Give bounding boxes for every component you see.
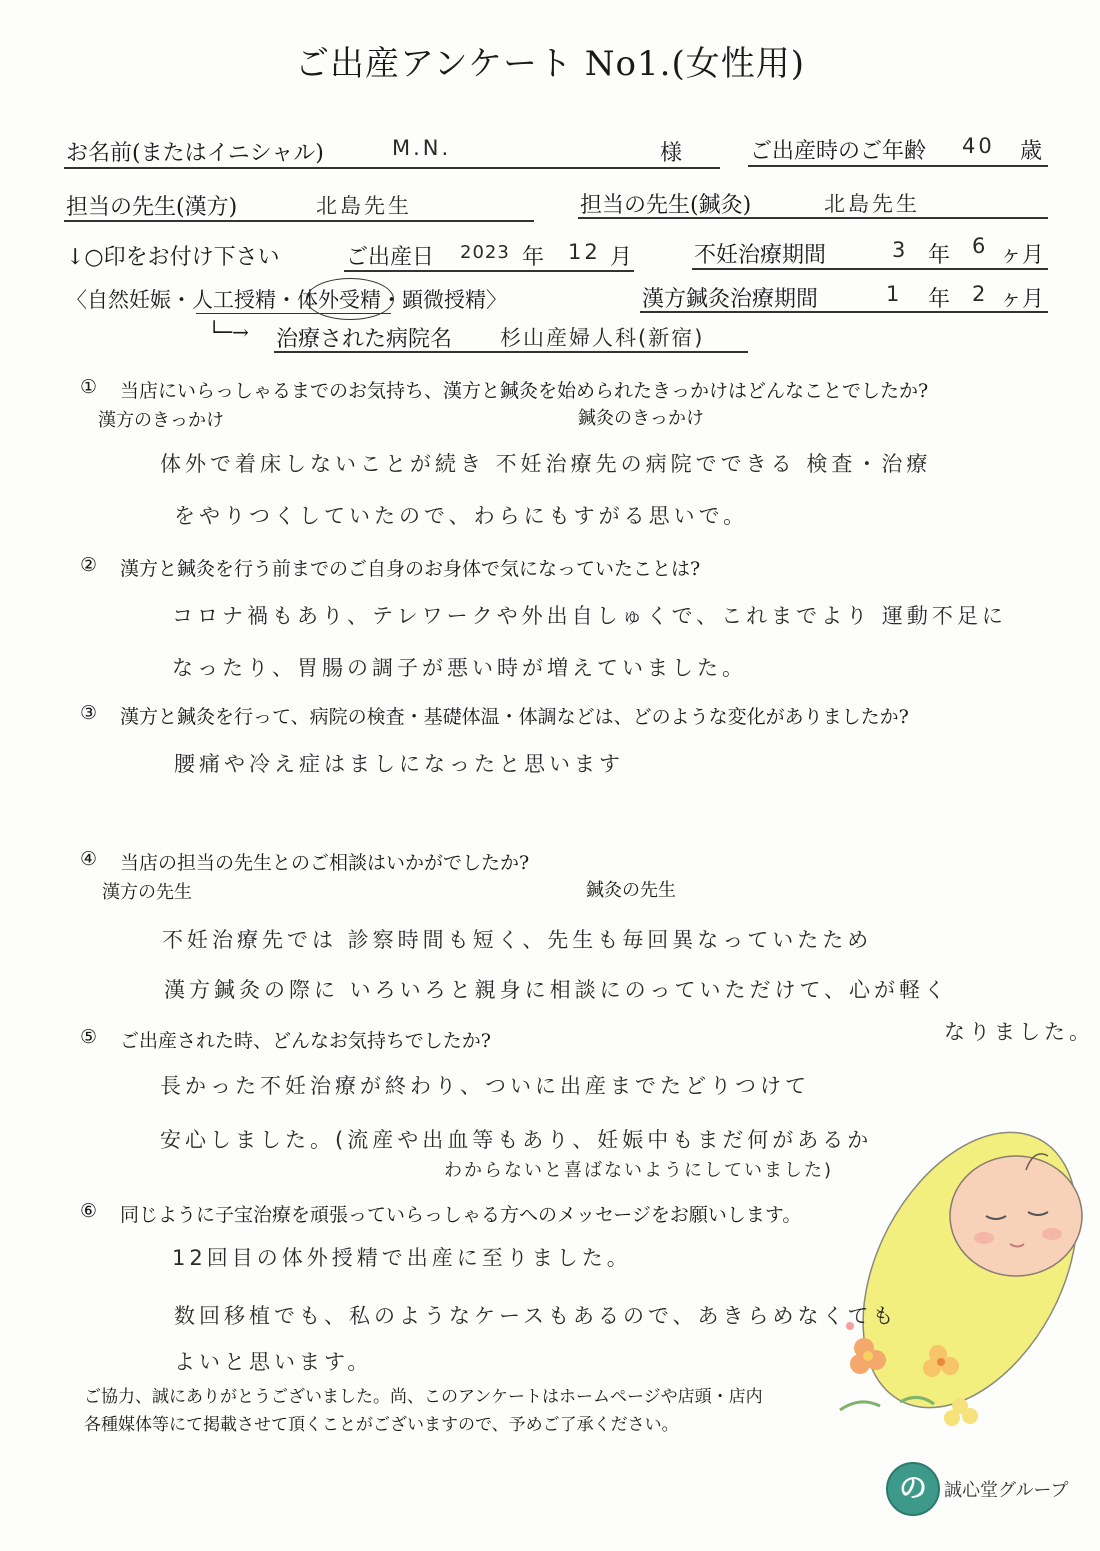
birth-month-unit: 月 xyxy=(610,245,633,270)
question-3-text: 漢方と鍼灸を行って、病院の検査・基礎体温・体調などは、どのような変化がありましたか? xyxy=(120,706,909,728)
question-4-answer-line-1: 不妊治療先では 診察時間も短く、先生も毎回異なっていたため xyxy=(162,928,873,952)
question-3-number: ③ xyxy=(80,702,98,724)
fertility-period-label: 不妊治療期間 xyxy=(694,243,827,268)
page-title: ご出産アンケート No1.(女性用) xyxy=(295,44,805,84)
treatment-months-unit: ヶ月 xyxy=(1000,287,1045,312)
question-1-answer-line-2: をやりつくしていたので、わらにもすがる思いで。 xyxy=(174,504,749,528)
baby-cheek-right xyxy=(1042,1228,1062,1240)
mark-instruction: ↓○印をお付け下さい xyxy=(66,245,280,270)
question-4-text: 当店の担当の先生とのご相談はいかがでしたか? xyxy=(120,852,530,874)
question-6-text: 同じように子宝治療を頑張っていらっしゃる方へのメッセージをお願いします。 xyxy=(120,1204,802,1226)
pregnancy-type-options: 〈自然妊娠・人工授精・体外受精・顕微授精〉 xyxy=(66,288,507,312)
honorific-label: 様 xyxy=(660,141,683,166)
treatment-years: 1 xyxy=(886,282,903,306)
shinkyu-teacher-label: 担当の先生(鍼灸) xyxy=(580,193,752,218)
question-3-answer-line-1: 腰痛や冷え症はましになったと思います xyxy=(174,752,624,776)
baby-cheek-left xyxy=(974,1232,994,1244)
name-label: お名前(またはイニシャル) xyxy=(66,141,324,166)
question-5-answer-line-3: わからないと喜ばないようにしていました) xyxy=(444,1160,834,1181)
birth-date-underline xyxy=(344,270,634,272)
birth-date-label: ご出産日 xyxy=(346,245,435,270)
hospital-arrow: └─→ xyxy=(208,320,249,344)
question-1-text: 当店にいらっしゃるまでのお気持ち、漢方と鍼灸を始められたきっかけはどんなことでしたか? xyxy=(120,380,929,402)
hospital-underline xyxy=(274,351,748,353)
birth-year: 2023 xyxy=(460,242,510,263)
baby-face xyxy=(950,1156,1082,1276)
kanpo-teacher-value: 北島先生 xyxy=(316,194,412,218)
question-4-kanpo-sublabel: 漢方の先生 xyxy=(102,882,192,903)
footer-note-line-2: 各種媒体等にて掲載させて頂くことがございますので、予めご了承ください。 xyxy=(84,1415,679,1435)
question-5-text: ご出産された時、どんなお気持ちでしたか? xyxy=(120,1030,491,1052)
fertility-years: 3 xyxy=(892,238,909,262)
question-1-kanpo-sublabel: 漢方のきっかけ xyxy=(98,410,224,431)
age-underline xyxy=(748,165,1048,167)
footer-note-line-1: ご協力、誠にありがとうございました。尚、このアンケートはホームページや店頭・店内 xyxy=(84,1387,763,1407)
hospital-value: 杉山産婦人科(新宿) xyxy=(500,326,705,350)
kanpo-teacher-label: 担当の先生(漢方) xyxy=(66,195,238,220)
question-2-number: ② xyxy=(80,554,98,576)
name-underline xyxy=(64,167,720,169)
group-brand-name: 誠心堂グループ xyxy=(944,1480,1069,1501)
question-6-number: ⑥ xyxy=(80,1200,98,1222)
fertility-months: 6 xyxy=(972,234,989,258)
question-4-number: ④ xyxy=(80,848,98,870)
question-1-answer-line-1: 体外で着床しないことが続き 不妊治療先の病院でできる 検査・治療 xyxy=(160,452,932,476)
question-5-number: ⑤ xyxy=(80,1026,98,1048)
question-2-text: 漢方と鍼灸を行う前までのご自身のお身体で気になっていたことは? xyxy=(120,558,701,580)
question-4-shinkyu-sublabel: 鍼灸の先生 xyxy=(586,880,676,901)
name-value: M.N. xyxy=(392,136,452,160)
question-2-answer-line-1: コロナ禍もあり、テレワークや外出自しゅくで、これまでより 運動不足に xyxy=(172,604,1007,628)
birth-month: 12 xyxy=(568,240,601,264)
group-logo-mark: の xyxy=(886,1462,940,1516)
fertility-period-underline xyxy=(692,268,1048,270)
treatment-months: 2 xyxy=(972,282,989,306)
treatment-years-unit: 年 xyxy=(928,287,951,312)
question-2-answer-line-2: なったり、胃腸の調子が悪い時が増えていました。 xyxy=(172,656,747,680)
question-6-answer-line-2: 数回移植でも、私のようなケースもあるので、あきらめなくても xyxy=(174,1304,898,1328)
question-6-answer-line-3: よいと思います。 xyxy=(174,1350,373,1374)
shinkyu-teacher-underline xyxy=(578,217,1048,219)
age-unit: 歳 xyxy=(1020,139,1043,164)
question-4-answer-line-2: 漢方鍼灸の際に いろいろと親身に相談にのっていただけて、心が軽く xyxy=(164,978,950,1002)
kanpo-teacher-underline xyxy=(64,220,534,222)
question-1-shinkyu-sublabel: 鍼灸のきっかけ xyxy=(578,408,704,429)
treatment-period-underline xyxy=(640,311,1048,313)
age-label: ご出産時のご年齢 xyxy=(750,139,927,164)
fertility-months-unit: ヶ月 xyxy=(1000,243,1045,268)
shinkyu-teacher-value: 北島先生 xyxy=(824,192,920,216)
fertility-years-unit: 年 xyxy=(928,243,951,268)
birth-year-unit: 年 xyxy=(522,245,545,270)
question-5-answer-line-2: 安心しました。(流産や出血等もあり、妊娠中もまだ何があるか xyxy=(160,1128,873,1152)
baby-illustration xyxy=(820,1120,1090,1450)
question-6-answer-line-1: 12回目の体外授精で出産に至りました。 xyxy=(172,1246,632,1270)
age-value: 40 xyxy=(962,134,995,158)
question-5-answer-line-1: 長かった不妊治療が終わり、ついに出産までたどりつけて xyxy=(160,1074,810,1098)
treatment-period-label: 漢方鍼灸治療期間 xyxy=(642,287,819,312)
question-1-number: ① xyxy=(80,376,98,398)
question-4-answer-line-3: なりました。 xyxy=(944,1020,1094,1044)
hospital-label: 治療された病院名 xyxy=(276,327,453,352)
ivf-selection-circle xyxy=(306,278,394,320)
